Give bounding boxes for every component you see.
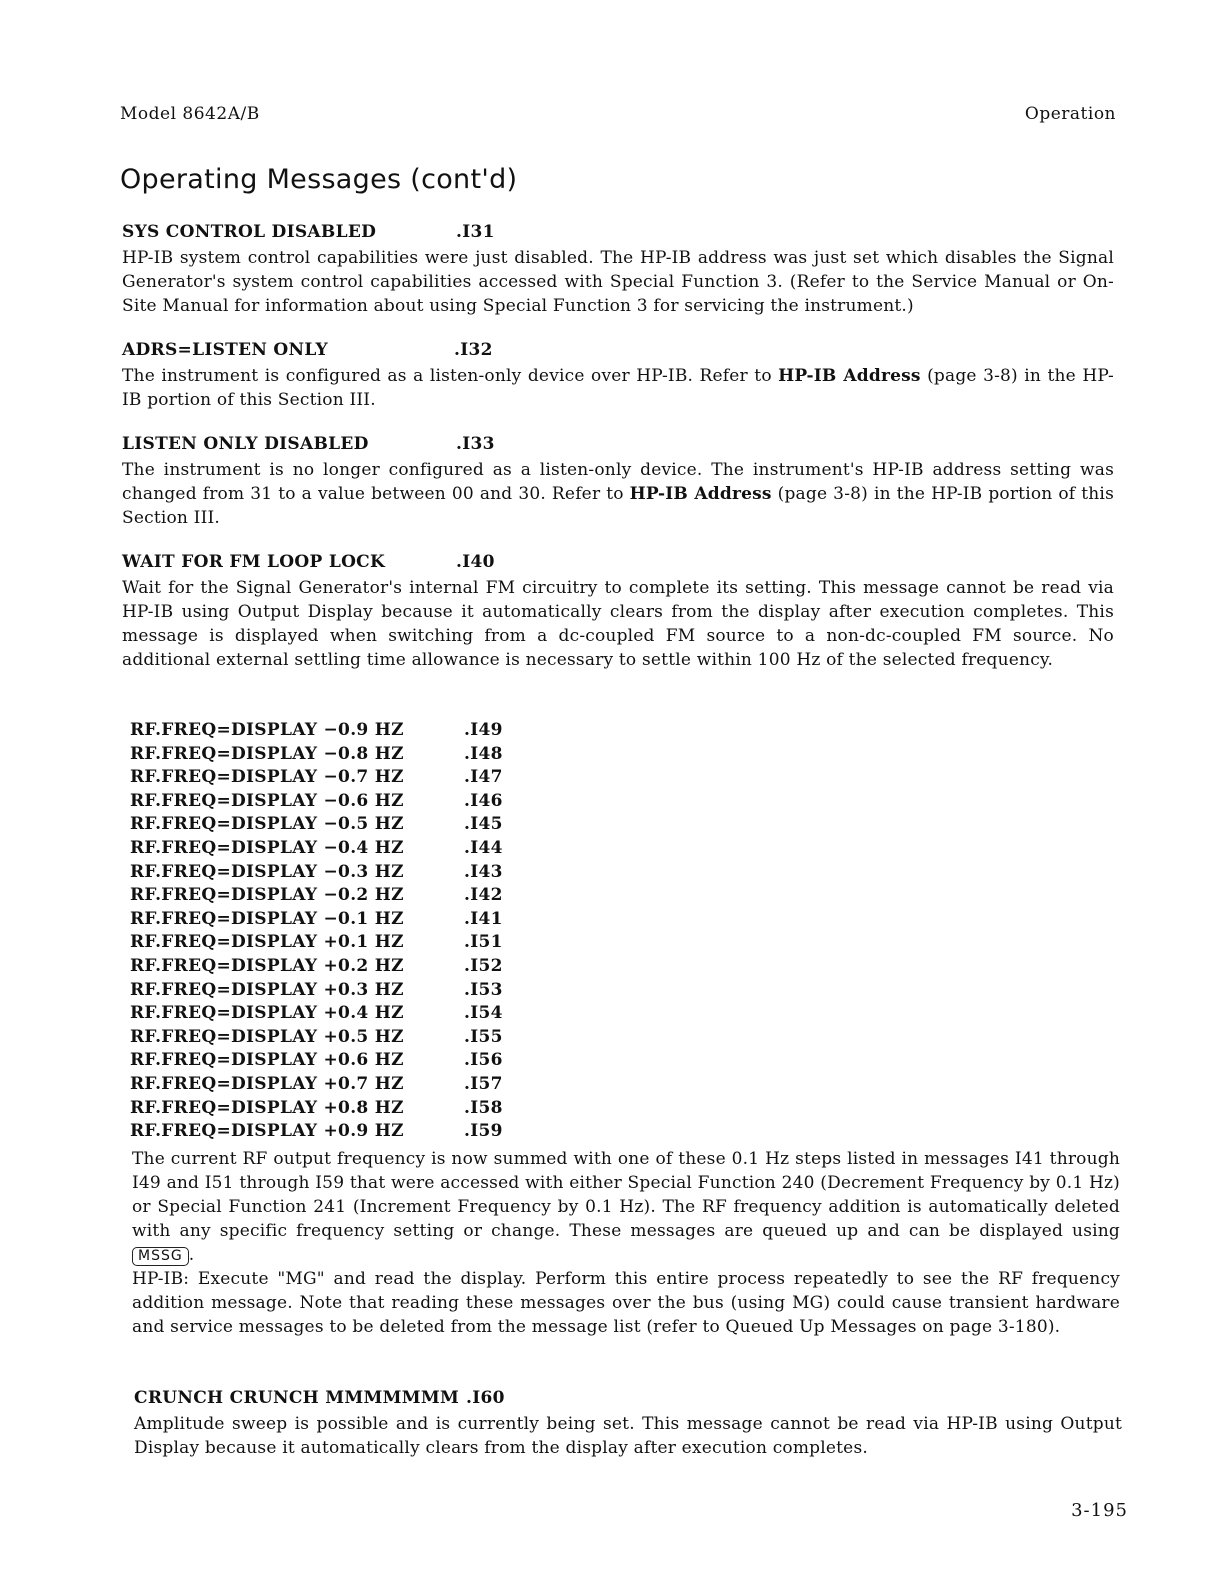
message-code: .I57: [464, 1073, 503, 1094]
list-item: [130, 838, 550, 862]
message-description: Amplitude sweep is possible and is currently being set. This message cannot be read via HP-IB using Output Display because it automatically clears from the display after execution completes.: [134, 1414, 1122, 1458]
frequency-paragraph: The current RF output frequency is now summed with one of these 0.1 Hz steps listed in messages I41 through I49 and I51 through I59 that were accessed with either Special Function 240 (Decrement Frequency by 0.1 Hz) or Special Function 241 (Increment Frequency by 0.1 Hz). The RF frequency addition is automatically deleted with any specific frequency setting or change. These messages are queued up and can be displayed using MSSG .: [132, 1149, 1120, 1265]
mssg-key: MSSG: [132, 1247, 189, 1266]
message-name: RF.FREQ=DISPLAY +0.5 HZ: [130, 1026, 404, 1047]
message-code: .I40: [456, 552, 495, 572]
message-name: SYS CONTROL DISABLED: [122, 222, 377, 242]
message-code: .I54: [464, 1003, 503, 1024]
list-item: [130, 932, 550, 956]
message-name: RF.FREQ=DISPLAY +0.3 HZ: [130, 979, 404, 1000]
list-item: [130, 1050, 550, 1074]
message-name: RF.FREQ=DISPLAY +0.2 HZ: [130, 955, 404, 976]
message-code: .I56: [464, 1050, 503, 1071]
message-code: .I59: [464, 1121, 503, 1142]
message-name: RF.FREQ=DISPLAY −0.4 HZ: [130, 837, 404, 858]
message-heading: [134, 1388, 1122, 1412]
list-item: [130, 862, 550, 886]
message-code: .I45: [464, 814, 503, 835]
message-name: RF.FREQ=DISPLAY −0.1 HZ: [130, 908, 404, 929]
reference-link: HP-IB Address: [778, 366, 921, 386]
message-code: .I60: [466, 1388, 505, 1408]
list-item: [130, 814, 550, 838]
message-block: [122, 222, 1114, 318]
list-item: [130, 1074, 550, 1098]
message-name: RF.FREQ=DISPLAY −0.3 HZ: [130, 861, 404, 882]
message-name: RF.FREQ=DISPLAY −0.6 HZ: [130, 790, 404, 811]
message-name: RF.FREQ=DISPLAY −0.5 HZ: [130, 814, 404, 835]
list-item: [130, 980, 550, 1004]
message-code: .I49: [464, 720, 503, 740]
list-item: [130, 956, 550, 980]
header-model: Model 8642A/B: [120, 104, 260, 124]
message-name: RF.FREQ=DISPLAY −0.8 HZ: [130, 743, 404, 764]
message-block: [134, 1388, 1122, 1460]
list-item: [130, 767, 550, 791]
message-name: RF.FREQ=DISPLAY +0.6 HZ: [130, 1050, 404, 1071]
message-code: .I42: [464, 885, 503, 906]
message-code: .I44: [464, 837, 503, 858]
frequency-message-list: [130, 720, 550, 1145]
message-description: HP-IB system control capabilities were just disabled. The HP-IB address was just set which disables the Signal Generator's system control capabilities accessed with Special Function 3. (Refer to the Service Manual or On-Site Manual for information about using Special Function 3 for servicing the instrument.): [122, 248, 1114, 316]
list-item: [130, 1121, 550, 1145]
list-item: [130, 885, 550, 909]
message-code: .I55: [464, 1026, 503, 1047]
message-name: CRUNCH CRUNCH MMMMMMM: [134, 1388, 460, 1408]
reference-link: HP-IB Address: [629, 484, 772, 504]
message-code: .I46: [464, 790, 503, 811]
message-code: .I58: [464, 1097, 503, 1118]
message-name: RF.FREQ=DISPLAY −0.9 HZ: [130, 720, 404, 740]
message-block: [122, 552, 1114, 672]
message-code: .I31: [456, 222, 495, 242]
message-description: The instrument is configured as a listen-only device over HP-IB. Refer to HP-IB Address (page 3-8) in the HP-IB portion of this Section III.: [122, 366, 1114, 410]
message-name: LISTEN ONLY DISABLED: [122, 434, 369, 454]
list-item: [130, 791, 550, 815]
message-heading: [122, 222, 1114, 246]
message-block: [122, 340, 1114, 412]
list-item: [130, 1003, 550, 1027]
message-code: .I51: [464, 932, 503, 953]
message-name: RF.FREQ=DISPLAY +0.4 HZ: [130, 1003, 404, 1024]
message-code: .I41: [464, 908, 503, 929]
message-code: .I52: [464, 955, 503, 976]
hpib-paragraph: HP-IB: Execute "MG" and read the display. Perform this entire process repeatedly to see the RF frequency addition message. Note that reading these messages over the bus (using MG) could cause transient hardware and service messages to be deleted from the message list (refer to Queued Up Messages on page 3-180).: [132, 1269, 1120, 1337]
list-item: [130, 1098, 550, 1122]
message-name: RF.FREQ=DISPLAY +0.8 HZ: [130, 1097, 404, 1118]
message-code: .I33: [456, 434, 495, 454]
page-title: Operating Messages (cont'd): [120, 164, 518, 195]
message-name: RF.FREQ=DISPLAY −0.2 HZ: [130, 885, 404, 906]
message-heading: [122, 552, 1114, 576]
message-code: .I53: [464, 979, 503, 1000]
message-code: .I48: [464, 743, 503, 764]
message-code: .I43: [464, 861, 503, 882]
message-name: ADRS=LISTEN ONLY: [122, 340, 328, 360]
message-code: .I32: [454, 340, 493, 360]
message-name: RF.FREQ=DISPLAY +0.1 HZ: [130, 932, 404, 953]
message-code: .I47: [464, 767, 503, 788]
list-item: [130, 909, 550, 933]
page-number: 3-195: [1071, 1500, 1128, 1521]
message-description: Wait for the Signal Generator's internal FM circuitry to complete its setting. This message cannot be read via HP-IB using Output Display because it automatically clears from the display after execution completes. This message is displayed when switching from a dc-coupled FM source to a non-dc-coupled FM source. No additional external settling time allowance is necessary to settle within 100 Hz of the selected frequency.: [122, 578, 1114, 670]
message-name: WAIT FOR FM LOOP LOCK: [122, 552, 386, 572]
header-section: Operation: [1024, 104, 1116, 124]
list-item: [130, 1027, 550, 1051]
message-heading: [122, 340, 1114, 364]
frequency-description: [132, 1147, 1120, 1339]
message-heading: [122, 434, 1114, 458]
message-description: The instrument is no longer configured as a listen-only device. The instrument's HP-IB address setting was changed from 31 to a value between 00 and 30. Refer to HP-IB Address (page 3-8) in the HP-IB portion of this Section III.: [122, 460, 1114, 528]
list-item: [130, 720, 550, 744]
message-block: [122, 434, 1114, 530]
message-name: RF.FREQ=DISPLAY +0.9 HZ: [130, 1121, 404, 1142]
message-name: RF.FREQ=DISPLAY −0.7 HZ: [130, 767, 404, 788]
list-item: [130, 744, 550, 768]
message-name: RF.FREQ=DISPLAY +0.7 HZ: [130, 1073, 404, 1094]
